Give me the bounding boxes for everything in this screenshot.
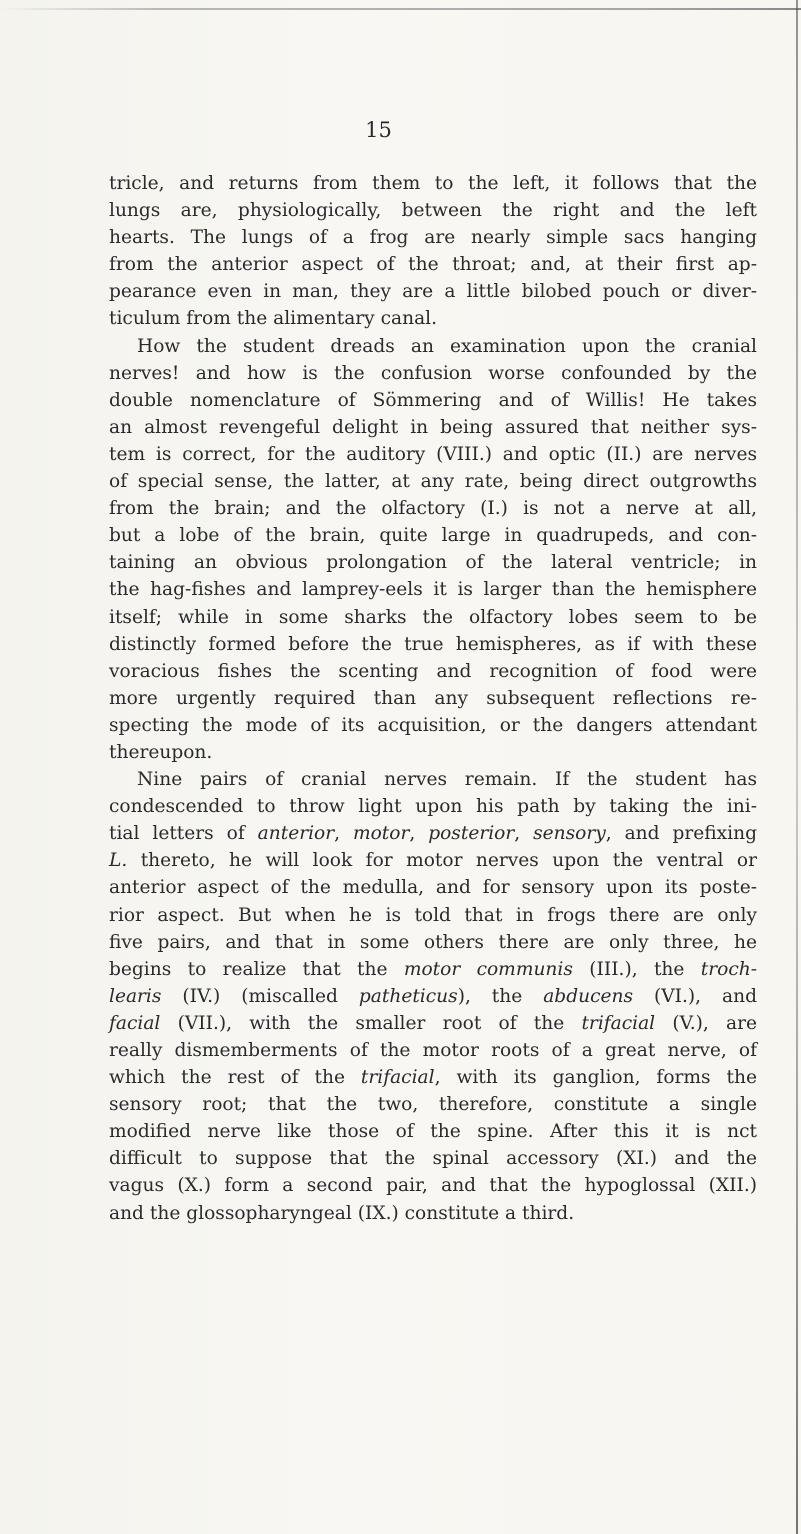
text-line: double nomenclature of Sömmering and of Willis! He takes bbox=[109, 389, 757, 411]
page-right-edge bbox=[796, 0, 798, 1534]
text-line: vagus (X.) form a second pair, and that the hypoglossal (XII.) bbox=[109, 1175, 757, 1197]
text-line: itself; while in some sharks the olfactory lobes seem to be bbox=[109, 606, 757, 628]
text-line: which the rest of the trifacial, with its ganglion, forms the bbox=[109, 1067, 757, 1089]
page-number: 15 bbox=[365, 118, 392, 142]
text-line: learis (IV.) (miscalled patheticus), the abducens (VI.), and bbox=[109, 985, 757, 1007]
text-line: from the brain; and the olfactory (I.) is not a nerve at all, bbox=[109, 498, 757, 520]
text-line: distinctly formed before the true hemispheres, as if with these bbox=[109, 633, 757, 655]
text-line: facial (VII.), with the smaller root of the trifacial (V.), are bbox=[109, 1012, 757, 1034]
text-line: sensory root; that the two, therefore, constitute a single bbox=[109, 1094, 757, 1116]
text-line: specting the mode of its acquisition, or the dangers attendant bbox=[109, 714, 757, 736]
text-line: more urgently required than any subsequent reflections re- bbox=[109, 687, 757, 709]
text-line: pearance even in man, they are a little bilobed pouch or diver- bbox=[109, 281, 757, 303]
text-line: difficult to suppose that the spinal accessory (XI.) and the bbox=[109, 1148, 757, 1170]
text-line: from the anterior aspect of the throat; and, at their first ap- bbox=[109, 254, 757, 276]
text-line: an almost revengeful delight in being assured that neither sys- bbox=[109, 416, 757, 438]
text-line: tial letters of anterior, motor, posterior, sensory, and prefixing bbox=[109, 823, 757, 845]
text-line: L. thereto, he will look for motor nerves upon the ventral or bbox=[109, 850, 757, 872]
text-line: Nine pairs of cranial nerves remain. If the student has bbox=[137, 769, 757, 791]
text-line: the hag-fishes and lamprey-eels it is larger than the hemisphere bbox=[109, 579, 757, 601]
page-top-edge bbox=[0, 8, 801, 10]
text-line: and the glossopharyngeal (IX.) constitute a third. bbox=[109, 1202, 575, 1224]
text-line: anterior aspect of the medulla, and for sensory upon its poste- bbox=[109, 877, 757, 899]
text-line: really dismemberments of the motor roots of a great nerve, of bbox=[109, 1040, 757, 1061]
text-line: How the student dreads an examination upon the cranial bbox=[137, 335, 757, 357]
text-line: taining an obvious prolongation of the lateral ventricle; in bbox=[109, 552, 757, 574]
text-line: hearts. The lungs of a frog are nearly simple sacs hanging bbox=[109, 227, 757, 249]
text-line: modified nerve like those of the spine. After this it is nct bbox=[109, 1121, 757, 1143]
text-line: voracious fishes the scenting and recognition of food were bbox=[109, 660, 757, 682]
text-line: nerves! and how is the confusion worse confounded by the bbox=[109, 362, 757, 384]
text-line: five pairs, and that in some others there are only three, he bbox=[109, 931, 757, 953]
text-line: condescended to throw light upon his path by taking the ini- bbox=[109, 796, 757, 818]
text-line: tem is correct, for the auditory (VIII.) and optic (II.) are nerves bbox=[109, 443, 757, 465]
text-line: of special sense, the latter, at any rate, being direct outgrowths bbox=[109, 471, 757, 493]
text-line: thereupon. bbox=[109, 741, 213, 763]
text-line: but a lobe of the brain, quite large in quadrupeds, and con- bbox=[109, 525, 757, 547]
text-line: rior aspect. But when he is told that in frogs there are only bbox=[109, 904, 757, 926]
text-line: tricle, and returns from them to the left, it follows that the bbox=[109, 173, 757, 194]
body-text bbox=[109, 170, 757, 1227]
text-line: lungs are, physiologically, between the right and the left bbox=[109, 200, 757, 222]
text-line: begins to realize that the motor communis (III.), the troch- bbox=[109, 958, 757, 980]
text-line: ticulum from the alimentary canal. bbox=[109, 308, 438, 330]
